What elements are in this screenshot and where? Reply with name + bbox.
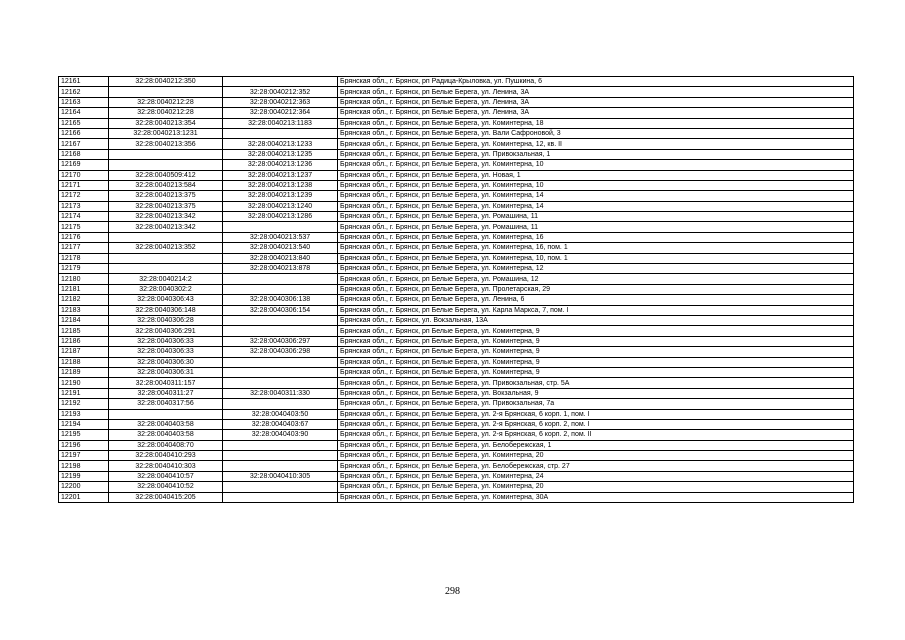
cadastral-number-cell: 32:28:0040306:28 xyxy=(109,315,223,325)
table-row xyxy=(59,440,854,450)
table-row xyxy=(59,139,854,149)
table-row xyxy=(59,347,854,357)
object-number-cell: 32:28:0040212:364 xyxy=(223,108,338,118)
object-number-cell: 32:28:0040213:1238 xyxy=(223,180,338,190)
address-cell: Брянская обл., г. Брянск, рп Белые Берега, ул. Карла Маркса, 7, пом. I xyxy=(338,305,854,315)
cadastral-number-cell: 32:28:0040408:70 xyxy=(109,440,223,450)
object-number-cell: 32:28:0040213:1240 xyxy=(223,201,338,211)
cadastral-number-cell: 32:28:0040403:58 xyxy=(109,430,223,440)
table-row xyxy=(59,77,854,87)
address-cell: Брянская обл., г. Брянск, рп Белые Берега, ул. 2-я Брянская, 6 корп. 1, пом. I xyxy=(338,409,854,419)
row-number-cell: 12166 xyxy=(59,128,109,138)
address-cell: Брянская обл., г. Брянск, рп Белые Берега, ул. Привокзальная, 1 xyxy=(338,149,854,159)
cadastral-number-cell: 32:28:0040213:354 xyxy=(109,118,223,128)
row-number-cell: 12200 xyxy=(59,482,109,492)
table-row xyxy=(59,180,854,190)
row-number-cell: 12165 xyxy=(59,118,109,128)
row-number-cell: 12170 xyxy=(59,170,109,180)
object-number-cell: 32:28:0040403:67 xyxy=(223,419,338,429)
object-number-cell: 32:28:0040213:1236 xyxy=(223,160,338,170)
cadastral-number-cell: 32:28:0040213:342 xyxy=(109,222,223,232)
row-number-cell: 12199 xyxy=(59,471,109,481)
object-number-cell xyxy=(223,77,338,87)
table-row xyxy=(59,430,854,440)
registry-table-body xyxy=(59,77,854,503)
table-row xyxy=(59,284,854,294)
cadastral-number-cell: 32:28:0040213:342 xyxy=(109,212,223,222)
row-number-cell: 12194 xyxy=(59,419,109,429)
cadastral-number-cell: 32:28:0040213:584 xyxy=(109,180,223,190)
row-number-cell: 12179 xyxy=(59,264,109,274)
address-cell: Брянская обл., г. Брянск, рп Белые Берега, ул. Коминтерна, 9 xyxy=(338,326,854,336)
cadastral-number-cell: 32:28:0040410:293 xyxy=(109,451,223,461)
cadastral-number-cell: 32:28:0040306:43 xyxy=(109,295,223,305)
address-cell: Брянская обл., г. Брянск, рп Белые Берега, ул. 2-я Брянская, 6 корп. 2, пом. I xyxy=(338,419,854,429)
cadastral-number-cell: 32:28:0040403:58 xyxy=(109,419,223,429)
cadastral-number-cell: 32:28:0040213:375 xyxy=(109,191,223,201)
table-row xyxy=(59,315,854,325)
address-cell: Брянская обл., г. Брянск, рп Белые Берега, ул. Коминтерна, 20 xyxy=(338,451,854,461)
cadastral-number-cell: 32:28:0040306:30 xyxy=(109,357,223,367)
table-row xyxy=(59,305,854,315)
cadastral-number-cell xyxy=(109,232,223,242)
object-number-cell xyxy=(223,274,338,284)
table-row xyxy=(59,118,854,128)
address-cell: Брянская обл., г. Брянск, рп Белые Берега, ул. Коминтерна, 30А xyxy=(338,492,854,502)
address-cell: Брянская обл., г. Брянск, рп Белые Берега, ул. Ленина, 3А xyxy=(338,108,854,118)
cadastral-number-cell xyxy=(109,264,223,274)
object-number-cell xyxy=(223,461,338,471)
cadastral-number-cell xyxy=(109,409,223,419)
row-number-cell: 12169 xyxy=(59,160,109,170)
row-number-cell: 12195 xyxy=(59,430,109,440)
object-number-cell: 32:28:0040213:540 xyxy=(223,243,338,253)
address-cell: Брянская обл., г. Брянск, рп Белые Берега, ул. Коминтерна, 18 xyxy=(338,118,854,128)
row-number-cell: 12186 xyxy=(59,336,109,346)
cadastral-number-cell: 32:28:0040311:27 xyxy=(109,388,223,398)
table-row xyxy=(59,149,854,159)
address-cell: Брянская обл., г. Брянск, рп Белые Берега, ул. 2-я Брянская, 6 корп. 2, пом. II xyxy=(338,430,854,440)
object-number-cell: 32:28:0040311:330 xyxy=(223,388,338,398)
object-number-cell xyxy=(223,451,338,461)
table-row xyxy=(59,108,854,118)
object-number-cell: 32:28:0040213:1183 xyxy=(223,118,338,128)
address-cell: Брянская обл., г. Брянск, рп Белые Берега, ул. Ленина, 6 xyxy=(338,295,854,305)
address-cell: Брянская обл., г. Брянск, рп Белые Берега, ул. Коминтерна, 20 xyxy=(338,482,854,492)
object-number-cell: 32:28:0040213:537 xyxy=(223,232,338,242)
table-row xyxy=(59,274,854,284)
address-cell: Брянская обл., г. Брянск, рп Белые Берега, ул. Белобережская, 1 xyxy=(338,440,854,450)
object-number-cell: 32:28:0040213:1239 xyxy=(223,191,338,201)
table-row xyxy=(59,87,854,97)
cadastral-number-cell xyxy=(109,87,223,97)
address-cell: Брянская обл., г. Брянск, рп Белые Берега, ул. Коминтерна, 24 xyxy=(338,471,854,481)
row-number-cell: 12168 xyxy=(59,149,109,159)
cadastral-number-cell: 32:28:0040509:412 xyxy=(109,170,223,180)
table-row xyxy=(59,222,854,232)
row-number-cell: 12167 xyxy=(59,139,109,149)
row-number-cell: 12178 xyxy=(59,253,109,263)
row-number-cell: 12172 xyxy=(59,191,109,201)
row-number-cell: 12176 xyxy=(59,232,109,242)
address-cell: Брянская обл., г. Брянск, рп Белые Берега, ул. Коминтерна, 10, пом. 1 xyxy=(338,253,854,263)
row-number-cell: 12191 xyxy=(59,388,109,398)
cadastral-number-cell: 32:28:0040306:148 xyxy=(109,305,223,315)
cadastral-number-cell: 32:28:0040410:303 xyxy=(109,461,223,471)
object-number-cell: 32:28:0040212:363 xyxy=(223,97,338,107)
address-cell: Брянская обл., г. Брянск, рп Белые Берега, ул. Ромашина, 11 xyxy=(338,212,854,222)
row-number-cell: 12198 xyxy=(59,461,109,471)
address-cell: Брянская обл., г. Брянск, рп Белые Берега, ул. Коминтерна, 10 xyxy=(338,160,854,170)
address-cell: Брянская обл., г. Брянск, рп Белые Берега, ул. Коминтерна, 9 xyxy=(338,336,854,346)
table-row xyxy=(59,253,854,263)
object-number-cell: 32:28:0040213:840 xyxy=(223,253,338,263)
table-row xyxy=(59,471,854,481)
table-row xyxy=(59,128,854,138)
object-number-cell: 32:28:0040213:1233 xyxy=(223,139,338,149)
cadastral-number-cell: 32:28:0040213:356 xyxy=(109,139,223,149)
address-cell: Брянская обл., г. Брянск, рп Белые Берега, ул. Коминтерна, 16, пом. 1 xyxy=(338,243,854,253)
address-cell: Брянская обл., г. Брянск, рп Белые Берега, ул. Коминтерна, 14 xyxy=(338,191,854,201)
row-number-cell: 12181 xyxy=(59,284,109,294)
cadastral-number-cell: 32:28:0040311:157 xyxy=(109,378,223,388)
object-number-cell xyxy=(223,128,338,138)
object-number-cell xyxy=(223,357,338,367)
object-number-cell xyxy=(223,315,338,325)
row-number-cell: 12182 xyxy=(59,295,109,305)
address-cell: Брянская обл., г. Брянск, рп Белые Берега, ул. Коминтерна, 9 xyxy=(338,357,854,367)
table-row xyxy=(59,243,854,253)
object-number-cell: 32:28:0040403:90 xyxy=(223,430,338,440)
table-row xyxy=(59,357,854,367)
row-number-cell: 12185 xyxy=(59,326,109,336)
object-number-cell xyxy=(223,284,338,294)
address-cell: Брянская обл., г. Брянск, рп Белые Берега, ул. Коминтерна, 9 xyxy=(338,347,854,357)
row-number-cell: 12192 xyxy=(59,399,109,409)
cadastral-number-cell xyxy=(109,160,223,170)
cadastral-number-cell: 32:28:0040306:33 xyxy=(109,347,223,357)
row-number-cell: 12162 xyxy=(59,87,109,97)
table-row xyxy=(59,492,854,502)
row-number-cell: 12171 xyxy=(59,180,109,190)
object-number-cell: 32:28:0040213:1237 xyxy=(223,170,338,180)
object-number-cell: 32:28:0040403:50 xyxy=(223,409,338,419)
row-number-cell: 12196 xyxy=(59,440,109,450)
table-row xyxy=(59,232,854,242)
object-number-cell: 32:28:0040306:138 xyxy=(223,295,338,305)
cadastral-number-cell: 32:28:0040415:205 xyxy=(109,492,223,502)
row-number-cell: 12177 xyxy=(59,243,109,253)
address-cell: Брянская обл., г. Брянск, рп Белые Берега, ул. Ленина, 3А xyxy=(338,87,854,97)
address-cell: Брянская обл., г. Брянск, рп Белые Берега, ул. Ромашина, 11 xyxy=(338,222,854,232)
table-row xyxy=(59,399,854,409)
cadastral-number-cell xyxy=(109,149,223,159)
object-number-cell xyxy=(223,492,338,502)
cadastral-number-cell: 32:28:0040214:2 xyxy=(109,274,223,284)
table-row xyxy=(59,409,854,419)
registry-table xyxy=(58,76,854,503)
cadastral-number-cell: 32:28:0040213:352 xyxy=(109,243,223,253)
address-cell: Брянская обл., г. Брянск, ул. Вокзальная, 13А xyxy=(338,315,854,325)
object-number-cell xyxy=(223,378,338,388)
address-cell: Брянская обл., г. Брянск, рп Белые Берега, ул. Новая, 1 xyxy=(338,170,854,180)
row-number-cell: 12180 xyxy=(59,274,109,284)
row-number-cell: 12188 xyxy=(59,357,109,367)
object-number-cell xyxy=(223,440,338,450)
address-cell: Брянская обл., г. Брянск, рп Белые Берега, ул. Вали Сафроновой, 3 xyxy=(338,128,854,138)
row-number-cell: 12201 xyxy=(59,492,109,502)
cadastral-number-cell: 32:28:0040410:57 xyxy=(109,471,223,481)
object-number-cell xyxy=(223,482,338,492)
table-row xyxy=(59,336,854,346)
object-number-cell xyxy=(223,222,338,232)
cadastral-number-cell: 32:28:0040302:2 xyxy=(109,284,223,294)
table-row xyxy=(59,461,854,471)
cadastral-number-cell: 32:28:0040306:31 xyxy=(109,367,223,377)
table-row xyxy=(59,378,854,388)
row-number-cell: 12193 xyxy=(59,409,109,419)
cadastral-number-cell: 32:28:0040213:375 xyxy=(109,201,223,211)
address-cell: Брянская обл., г. Брянск, рп Белые Берега, ул. Ленина, 3А xyxy=(338,97,854,107)
table-row xyxy=(59,388,854,398)
table-row xyxy=(59,451,854,461)
cadastral-number-cell xyxy=(109,253,223,263)
address-cell: Брянская обл., г. Брянск, рп Белые Берега, ул. Коминтерна, 12 xyxy=(338,264,854,274)
table-row xyxy=(59,160,854,170)
row-number-cell: 12174 xyxy=(59,212,109,222)
object-number-cell: 32:28:0040213:878 xyxy=(223,264,338,274)
object-number-cell xyxy=(223,367,338,377)
address-cell: Брянская обл., г. Брянск, рп Белые Берега, ул. Коминтерна, 9 xyxy=(338,367,854,377)
cadastral-number-cell: 32:28:0040212:28 xyxy=(109,97,223,107)
address-cell: Брянская обл., г. Брянск, рп Белые Берега, ул. Привокзальная, 7а xyxy=(338,399,854,409)
row-number-cell: 12164 xyxy=(59,108,109,118)
object-number-cell: 32:28:0040410:305 xyxy=(223,471,338,481)
row-number-cell: 12183 xyxy=(59,305,109,315)
address-cell: Брянская обл., г. Брянск, рп Белые Берега, ул. Ромашина, 12 xyxy=(338,274,854,284)
row-number-cell: 12175 xyxy=(59,222,109,232)
page-number: 298 xyxy=(445,586,460,597)
cadastral-number-cell: 32:28:0040306:33 xyxy=(109,336,223,346)
table-row xyxy=(59,326,854,336)
object-number-cell: 32:28:0040306:297 xyxy=(223,336,338,346)
row-number-cell: 12189 xyxy=(59,367,109,377)
table-row xyxy=(59,295,854,305)
table-row xyxy=(59,212,854,222)
object-number-cell xyxy=(223,326,338,336)
cadastral-number-cell: 32:28:0040213:1231 xyxy=(109,128,223,138)
row-number-cell: 12190 xyxy=(59,378,109,388)
address-cell: Брянская обл., г. Брянск, рп Белые Берега, ул. Коминтерна, 10 xyxy=(338,180,854,190)
cadastral-number-cell: 32:28:0040212:350 xyxy=(109,77,223,87)
object-number-cell: 32:28:0040306:154 xyxy=(223,305,338,315)
object-number-cell: 32:28:0040213:1235 xyxy=(223,149,338,159)
address-cell: Брянская обл., г. Брянск, рп Белые Берега, ул. Пролетарская, 29 xyxy=(338,284,854,294)
object-number-cell xyxy=(223,399,338,409)
row-number-cell: 12184 xyxy=(59,315,109,325)
object-number-cell: 32:28:0040306:298 xyxy=(223,347,338,357)
table-row xyxy=(59,264,854,274)
table-row xyxy=(59,191,854,201)
cadastral-number-cell: 32:28:0040306:291 xyxy=(109,326,223,336)
cadastral-number-cell: 32:28:0040410:52 xyxy=(109,482,223,492)
cadastral-number-cell: 32:28:0040212:28 xyxy=(109,108,223,118)
table-row xyxy=(59,170,854,180)
table-row xyxy=(59,419,854,429)
table-row xyxy=(59,482,854,492)
object-number-cell: 32:28:0040213:1286 xyxy=(223,212,338,222)
row-number-cell: 12173 xyxy=(59,201,109,211)
table-row xyxy=(59,367,854,377)
address-cell: Брянская обл., г. Брянск, рп Радица-Крыловка, ул. Пушкина, 6 xyxy=(338,77,854,87)
table-row xyxy=(59,201,854,211)
row-number-cell: 12161 xyxy=(59,77,109,87)
row-number-cell: 12163 xyxy=(59,97,109,107)
address-cell: Брянская обл., г. Брянск, рп Белые Берега, ул. Вокзальная, 9 xyxy=(338,388,854,398)
address-cell: Брянская обл., г. Брянск, рп Белые Берега, ул. Коминтерна, 16 xyxy=(338,232,854,242)
address-cell: Брянская обл., г. Брянск, рп Белые Берега, ул. Привокзальная, стр. 5А xyxy=(338,378,854,388)
address-cell: Брянская обл., г. Брянск, рп Белые Берега, ул. Коминтерна, 14 xyxy=(338,201,854,211)
object-number-cell: 32:28:0040212:352 xyxy=(223,87,338,97)
row-number-cell: 12197 xyxy=(59,451,109,461)
cadastral-number-cell: 32:28:0040317:56 xyxy=(109,399,223,409)
address-cell: Брянская обл., г. Брянск, рп Белые Берега, ул. Коминтерна, 12, кв. II xyxy=(338,139,854,149)
row-number-cell: 12187 xyxy=(59,347,109,357)
table-row xyxy=(59,97,854,107)
address-cell: Брянская обл., г. Брянск, рп Белые Берега, ул. Белобережская, стр. 27 xyxy=(338,461,854,471)
